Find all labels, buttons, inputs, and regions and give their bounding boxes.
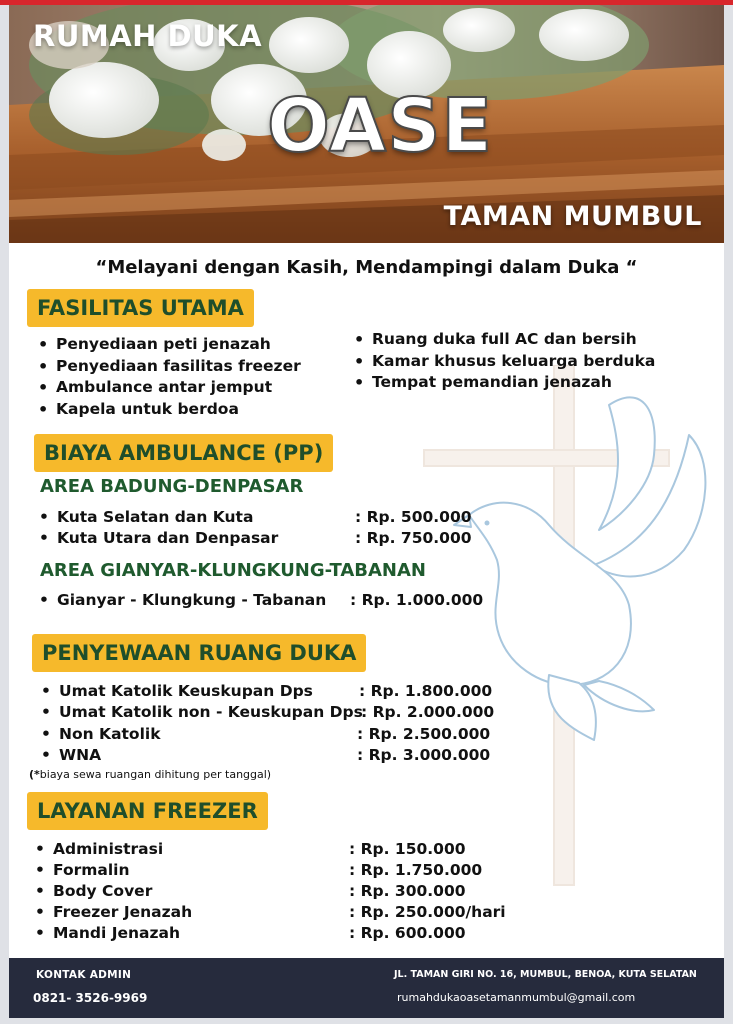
- price-value: : Rp. 500.000: [355, 508, 472, 526]
- rental-note: [29, 768, 271, 781]
- price-label: • Non Katolik: [39, 725, 161, 743]
- price-label: • Freezer Jenazah: [33, 903, 192, 921]
- price-value: : Rp. 2.500.000: [357, 725, 491, 743]
- price-row: [9, 591, 724, 613]
- price-value: : Rp. 150.000: [349, 840, 466, 858]
- price-row: [9, 529, 724, 551]
- list-item: • Penyediaan fasilitas freezer: [36, 357, 301, 379]
- price-row: [9, 746, 724, 768]
- price-label: • Kuta Selatan dan Kuta: [37, 508, 253, 526]
- price-row: [9, 508, 724, 530]
- price-row: [9, 725, 724, 747]
- tagline: “Melayani dengan Kasih, Mendampingi dalam Duka “: [95, 257, 638, 278]
- note-text: biaya sewa ruangan dihitung per tanggal): [39, 768, 272, 781]
- section-heading-sewa: PENYEWAAN RUANG DUKA: [32, 634, 366, 672]
- price-value: : Rp. 1.800.000: [359, 682, 493, 700]
- contact-phone[interactable]: 0821- 3526-9969: [33, 991, 148, 1005]
- price-row: [9, 924, 724, 946]
- note-mark: (*: [29, 768, 40, 781]
- list-item: • Kapela untuk berdoa: [36, 400, 301, 422]
- price-label: • Formalin: [33, 861, 130, 879]
- price-row: [9, 861, 724, 883]
- price-label: • Umat Katolik non - Keuskupan Dps: [39, 703, 363, 721]
- cross-dove-watermark: [409, 365, 719, 895]
- section-heading-ambulance: BIAYA AMBULANCE (PP): [34, 434, 333, 472]
- brand-top-text: RUMAH DUKA: [33, 19, 263, 53]
- price-label: • WNA: [39, 746, 101, 764]
- area-heading-gianyar: AREA GIANYAR-KLUNGKUNG-TABANAN: [40, 560, 426, 581]
- brand-location: TAMAN MUMBUL: [443, 201, 702, 232]
- price-label: • Body Cover: [33, 882, 152, 900]
- contact-footer: [9, 958, 724, 1018]
- price-row: [9, 903, 724, 925]
- price-label: • Mandi Jenazah: [33, 924, 180, 942]
- price-value: : Rp. 1.750.000: [349, 861, 483, 879]
- price-row: [9, 882, 724, 904]
- contact-email[interactable]: rumahdukaoasetamanmumbul@gmail.com: [397, 991, 636, 1004]
- section-heading-freezer: LAYANAN FREEZER: [27, 792, 268, 830]
- list-item: • Tempat pemandian jenazah: [352, 373, 655, 395]
- price-row: [9, 682, 724, 704]
- contact-address: JL. TAMAN GIRI NO. 16, MUMBUL, BENOA, KUTA SELATAN: [394, 969, 697, 980]
- price-value: : Rp. 750.000: [355, 529, 472, 547]
- section-heading-fasilitas: FASILITAS UTAMA: [27, 289, 254, 327]
- price-value: : Rp. 250.000/hari: [349, 903, 506, 921]
- price-value: : Rp. 300.000: [349, 882, 466, 900]
- price-value: : Rp. 2.000.000: [361, 703, 495, 721]
- list-item: • Ruang duka full AC dan bersih: [352, 330, 655, 352]
- price-value: : Rp. 1.000.000: [350, 591, 484, 609]
- price-value: : Rp. 600.000: [349, 924, 466, 942]
- list-item: • Kamar khusus keluarga berduka: [352, 352, 655, 374]
- price-label: • Kuta Utara dan Denpasar: [37, 529, 278, 547]
- flyer-page: [9, 5, 724, 1018]
- brand-name: OASE: [267, 83, 494, 169]
- area-heading-badung: AREA BADUNG-DENPASAR: [40, 476, 304, 497]
- price-value: : Rp. 3.000.000: [357, 746, 491, 764]
- price-label: • Administrasi: [33, 840, 163, 858]
- price-row: [9, 840, 724, 862]
- list-item: • Penyediaan peti jenazah: [36, 335, 301, 357]
- hero-banner: [9, 5, 724, 243]
- fasilitas-right-list: [352, 330, 655, 395]
- price-row: [9, 703, 724, 725]
- fasilitas-left-list: [36, 335, 301, 421]
- price-label: • Gianyar - Klungkung - Tabanan: [37, 591, 326, 609]
- contact-label: KONTAK ADMIN: [36, 969, 132, 981]
- price-label: • Umat Katolik Keuskupan Dps: [39, 682, 313, 700]
- list-item: • Ambulance antar jemput: [36, 378, 301, 400]
